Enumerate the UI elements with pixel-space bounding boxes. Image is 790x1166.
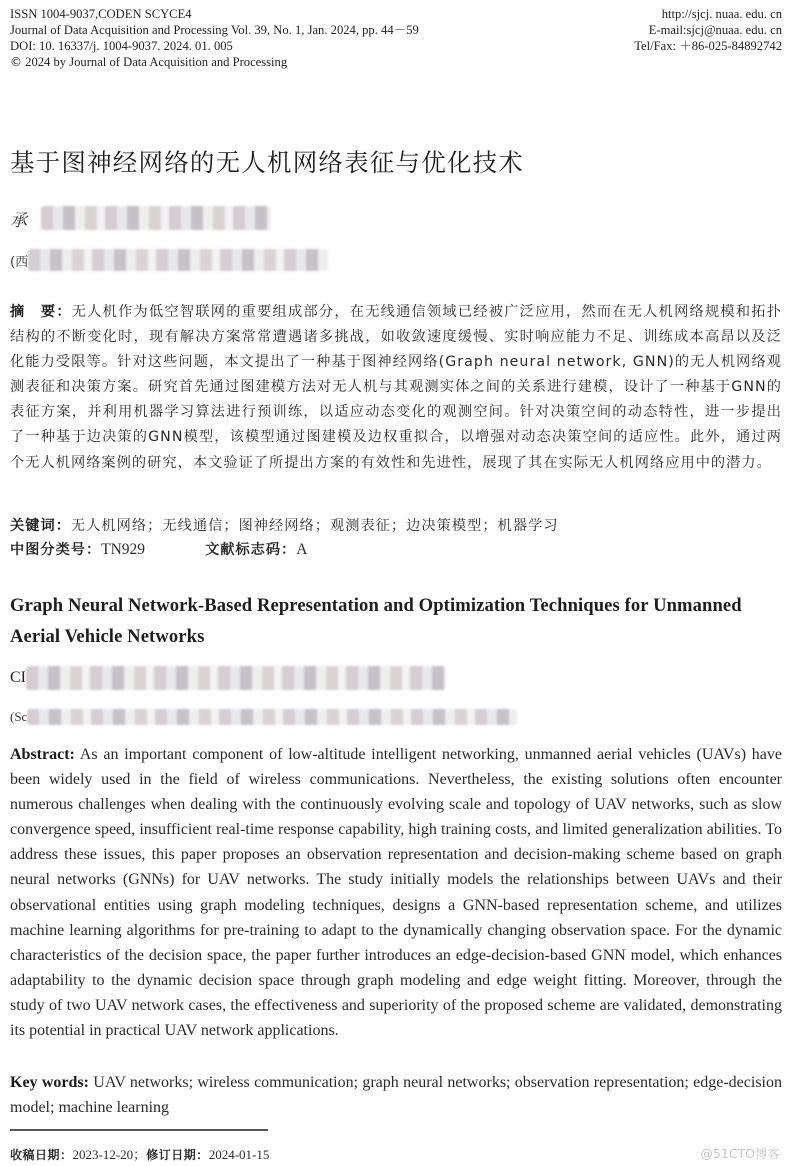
doc-code-value: A	[296, 541, 308, 558]
footnote-dates	[10, 1144, 269, 1163]
english-abstract-text: As an important component of low-altitude intelligent networking, unmanned aerial vehicles (UAVs) have been widely used in the field of wireless communications. Nevertheless, the existing solutions often encounter numerous challenges when dealing with the continuously evolving scale and topology of UAV networks, such as slow convergence speed, insufficient real-time response capability, high training costs, and limited generalization abilities. To address these issues, this paper proposes an observation representation and decision-making scheme based on graph neural networks (GNNs) for UAV networks. The study initially models the relationships between UAVs and their observational entities using graph modeling techniques, designs a GNN-based representation scheme, and utilizes machine learning algorithms for pre-training to adapt to the dynamically changing observation space. For the dynamic characteristics of the decision space, the paper further introduces an edge-decision-based GNN model, which enhances adaptability to the dynamic decision space through graph modeling and edge weight fitting. Moreover, through the study of two UAV network cases, the effectiveness and superiority of the proposed scheme are validated, demonstrating its potential in practical UAV network applications.	[10, 746, 783, 1040]
clc-label: 中图分类号：	[10, 542, 102, 558]
journal-header-right	[634, 6, 782, 54]
journal-phone: Tel/Fax: ＋86-025-84892742	[634, 39, 782, 53]
english-affiliation	[10, 706, 517, 728]
redacted-english-authors-blur	[26, 666, 446, 690]
redacted-english-affiliation-blur	[27, 709, 517, 725]
watermark: @51CTO博客	[700, 1146, 780, 1161]
journal-email[interactable]: E-mail:sjcj@nuaa. edu. cn	[648, 23, 782, 37]
english-title: Graph Neural Network-Based Representation and Optimization Techniques for Unmanned Aerial Vehicle Networks	[10, 595, 742, 647]
classification-line	[10, 538, 307, 562]
chinese-keywords-text: 无人机网络；无线通信；图神经网络；观测表征；边决策模型；机器学习	[70, 518, 559, 534]
revised-label: 修订日期：	[146, 1148, 209, 1162]
chinese-author-visible: 承	[10, 210, 27, 231]
english-keywords-text: UAV networks; wireless communication; graph neural networks; observation representation; edge-decision model; machine learning	[10, 1074, 782, 1117]
chinese-authors	[10, 204, 271, 232]
chinese-keywords	[10, 514, 782, 539]
redacted-authors-blur	[41, 206, 271, 230]
chinese-keywords-label: 关键词：	[10, 518, 71, 534]
english-affiliation-visible: (Sc	[10, 709, 28, 724]
received-date: 2023-12-20；	[72, 1147, 147, 1162]
chinese-abstract-text: 无人机作为低空智联网的重要组成部分，在无线通信领域已经被广泛应用，然而在无人机网络规模和拓扑结构的不断变化时，现有解决方案常常遭遇诸多挑战，如收敛速度缓慢、实时响应能力不足、训练成本高昂以及泛化能力受限等。针对这些问题，本文提出了一种基于图神经网络(Graph neural network, GNN)的无人机网络观测表征和决策方案。研究首先通过图建模方法对无人机与其观测实体之间的关系进行建模，设计了一种基于GNN的表征方案，并利用机器学习算法进行预训练，以适应动态变化的观测空间。针对决策空间的动态特性，进一步提出了一种基于边决策的GNN模型，该模型通过图建模及边权重拟合，以增强对动态决策空间的适应性。此外，通过两个无人机网络案例的研究，本文验证了所提出方案的有效性和先进性，展现了其在实际无人机网络应用中的潜力。	[10, 304, 782, 471]
received-label: 收稿日期：	[10, 1148, 73, 1162]
chinese-abstract	[10, 300, 782, 476]
doc-code-label: 文献标志码：	[205, 542, 297, 558]
chinese-abstract-label: 摘 要：	[10, 304, 72, 320]
revised-date: 2024-01-15	[208, 1147, 270, 1162]
redacted-affiliation-blur	[28, 249, 328, 271]
copyright-text: 2024 by Journal of Data Acquisition and Processing	[25, 55, 288, 69]
chinese-affiliation	[10, 249, 328, 271]
english-keywords	[10, 1070, 782, 1120]
english-keywords-label: Key words:	[10, 1074, 89, 1091]
issn-line: ISSN 1004-9037,CODEN SCYCE4	[10, 7, 192, 21]
copyright-icon: ©	[10, 55, 22, 69]
english-abstract	[10, 742, 782, 1043]
english-abstract-label: Abstract:	[10, 746, 75, 763]
journal-url[interactable]: http://sjcj. nuaa. edu. cn	[661, 7, 782, 21]
english-author-visible: CI	[10, 669, 26, 686]
footnote-divider	[10, 1129, 268, 1131]
chinese-title: 基于图神经网络的无人机网络表征与优化技术	[10, 148, 524, 177]
clc-value: TN929	[101, 541, 146, 558]
chinese-affiliation-visible: (西	[10, 254, 29, 270]
english-authors	[10, 664, 446, 692]
journal-citation-line: Journal of Data Acquisition and Processing Vol. 39, No. 1, Jan. 2024, pp. 44－59	[10, 23, 419, 37]
copyright-line	[10, 54, 419, 70]
doi-line: DOI: 10. 16337/j. 1004-9037. 2024. 01. 005	[10, 39, 233, 53]
journal-header-left	[10, 6, 419, 70]
